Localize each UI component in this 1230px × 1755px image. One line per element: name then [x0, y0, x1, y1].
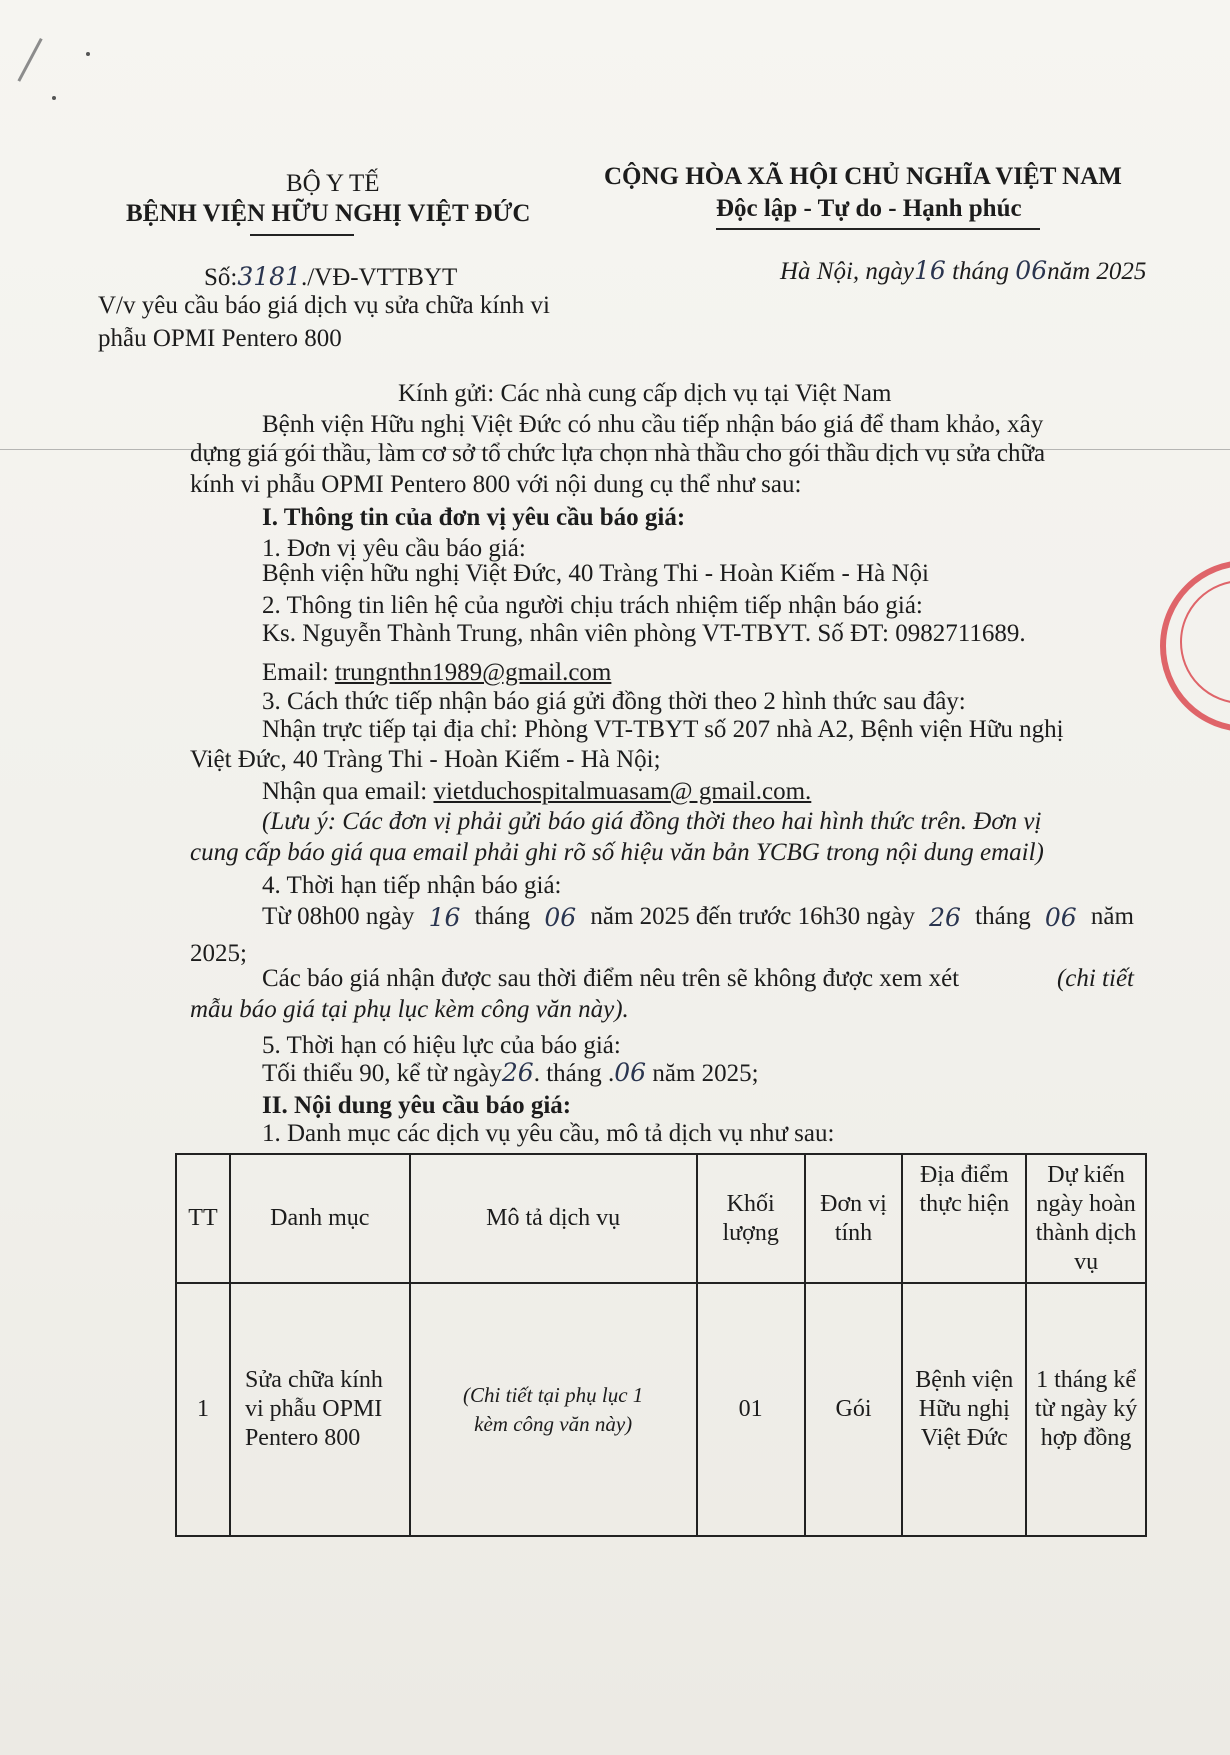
header-quantity-line: lượng: [722, 1219, 779, 1246]
doc-number-suffix: ./VĐ-VTTBYT: [300, 264, 458, 291]
deadline-text: tháng: [474, 903, 531, 930]
section-1-item-1-label: 1. Đơn vị yêu cầu báo giá:: [262, 535, 526, 562]
header-completion-line: thành dịch: [1035, 1219, 1137, 1246]
deadline-text: năm 2025 đến trước 16h30 ngày: [590, 903, 915, 930]
note-line-1: (Lưu ý: Các đơn vị phải gửi báo giá đồng thời theo hai hình thức trên. Đơn vị: [262, 808, 1042, 835]
header-quantity: [697, 1154, 805, 1283]
cell-item-line: vi phẫu OPMI: [244, 1396, 383, 1422]
header-unit-line: tính: [834, 1219, 873, 1246]
official-seal-stamp: [1160, 560, 1230, 732]
email-submission-line: [262, 778, 811, 806]
deadline-month-1: 06: [544, 903, 577, 932]
section-1-item-3-label: 3. Cách thức tiếp nhận báo giá gửi đồng thời theo 2 hình thức sau đây:: [262, 688, 966, 715]
recipient: Kính gửi: Các nhà cung cấp dịch vụ tại Việt Nam: [398, 380, 892, 407]
validity-month: 06: [614, 1058, 647, 1087]
country-name: CỘNG HÒA XÃ HỘI CHỦ NGHĨA VIỆT NAM: [604, 163, 1122, 190]
section-2-title: II. Nội dung yêu cầu báo giá:: [262, 1092, 572, 1119]
header-completion: [1026, 1154, 1146, 1283]
validity-text: . tháng .: [533, 1060, 615, 1087]
header-completion-line: vụ: [1074, 1248, 1099, 1275]
cell-tt: 1: [176, 1283, 230, 1536]
cell-completion: [1026, 1283, 1146, 1536]
deadline-line: [262, 903, 1134, 932]
deadline-day-1: 16: [428, 903, 461, 932]
section-1-item-5-label: 5. Thời hạn có hiệu lực của báo giá:: [262, 1032, 621, 1059]
late-notice-line-2: mẫu báo giá tại phụ lục kèm công văn này).: [190, 996, 629, 1023]
direct-submission-line-2: Việt Đức, 40 Tràng Thi - Hoàn Kiếm - Hà Nội;: [190, 746, 661, 773]
header-tt: TT: [176, 1154, 230, 1283]
header-place-line: Địa điểm: [919, 1162, 1009, 1188]
deadline-year: 2025;: [190, 940, 247, 967]
direct-submission-line-1: Nhận trực tiếp tại địa chỉ: Phòng VT-TBYT số 207 nhà A2, Bệnh viện Hữu nghị: [262, 716, 1064, 743]
cell-completion-line: từ ngày ký: [1034, 1396, 1138, 1422]
ministry-name: BỘ Y TẾ: [286, 170, 380, 197]
cell-description: [410, 1283, 697, 1536]
intro-line-1: Bệnh viện Hữu nghị Việt Đức có nhu cầu tiếp nhận báo giá để tham khảo, xây: [262, 411, 1044, 438]
validity-day: 26: [501, 1058, 534, 1087]
cell-description-line: kèm công văn này): [474, 1411, 633, 1436]
intro-line-2: dựng giá gói thầu, làm cơ sở tổ chức lựa chọn nhà thầu cho gói thầu dịch vụ sửa chữa: [190, 440, 1046, 467]
official-seal-inner-ring: [1180, 580, 1230, 704]
header-description: Mô tả dịch vụ: [410, 1154, 697, 1283]
contact-email-link[interactable]: trungnthn1989@gmail.com: [334, 659, 612, 686]
deadline-day-2: 26: [929, 903, 961, 932]
cell-description-line: (Chi tiết tại phụ lục 1: [463, 1382, 644, 1407]
cell-place-line: Bệnh viện: [915, 1367, 1014, 1393]
section-1-item-4-label: 4. Thời hạn tiếp nhận báo giá:: [262, 872, 562, 899]
intro-line-3: kính vi phẫu OPMI Pentero 800 với nội dung cụ thể như sau:: [190, 471, 802, 498]
validity-text: Tối thiểu 90, kể từ ngày: [262, 1060, 502, 1087]
deadline-text: năm: [1090, 903, 1134, 930]
header-unit-line: Đơn vị: [820, 1190, 887, 1217]
motto: Độc lập - Tự do - Hạnh phúc: [716, 195, 1022, 222]
late-notice-line-1: [262, 965, 1134, 993]
cell-unit: Gói: [805, 1283, 903, 1536]
header-place: [902, 1154, 1026, 1283]
header-completion-line: Dự kiến: [1047, 1161, 1125, 1188]
deadline-text: tháng: [975, 903, 1031, 930]
table-row: [176, 1283, 1146, 1536]
deadline-month-2: 06: [1044, 903, 1077, 932]
contact-email-label: Email:: [262, 659, 335, 686]
doc-number-prefix: Số:: [204, 264, 238, 291]
pen-mark: [17, 38, 42, 82]
date-line: [780, 256, 1146, 286]
hospital-name: BỆNH VIỆN HỮU NGHỊ VIỆT ĐỨC: [126, 200, 531, 227]
table-header-row: [176, 1154, 1146, 1283]
cell-item-line: Pentero 800: [244, 1425, 361, 1451]
cell-place: [902, 1283, 1026, 1536]
header-completion-line: ngày hoàn: [1036, 1190, 1136, 1217]
cell-completion-line: 1 tháng kể: [1036, 1367, 1137, 1393]
cell-quantity: 01: [697, 1283, 805, 1536]
date-text: tháng: [952, 258, 1010, 285]
validity-line: [262, 1058, 759, 1088]
pen-dot: [86, 52, 90, 56]
document-number: [204, 262, 457, 292]
header-place-line: thực hiện: [919, 1191, 1010, 1217]
section-1-item-2-value: Ks. Nguyễn Thành Trung, nhân viên phòng VT-TBYT. Số ĐT: 0982711689.: [262, 620, 1026, 647]
cell-completion-line: hợp đồng: [1040, 1425, 1132, 1451]
date-text: Hà Nội, ngày: [780, 258, 915, 285]
note-line-2: cung cấp báo giá qua email phải ghi rõ số hiệu văn bản YCBG trong nội dung email): [190, 839, 1044, 866]
services-table: [175, 1153, 1147, 1537]
header-item: Danh mục: [230, 1154, 410, 1283]
late-notice-text: Các báo giá nhận được sau thời điểm nêu trên sẽ không được xem xét: [262, 965, 960, 992]
hospital-underline: [250, 234, 354, 236]
subject-line-1: V/v yêu cầu báo giá dịch vụ sửa chữa kính vi: [98, 292, 550, 319]
date-text: năm 2025: [1047, 258, 1147, 285]
header-unit: [805, 1154, 903, 1283]
validity-text: năm 2025;: [646, 1060, 759, 1087]
section-2-item-1-label: 1. Danh mục các dịch vụ yêu cầu, mô tả dịch vụ như sau:: [262, 1120, 835, 1147]
section-1-item-2-label: 2. Thông tin liên hệ của người chịu trách nhiệm tiếp nhận báo giá:: [262, 592, 923, 619]
cell-item: [230, 1283, 410, 1536]
section-1-title: I. Thông tin của đơn vị yêu cầu báo giá:: [262, 504, 686, 531]
doc-number-handwritten: 3181: [237, 262, 301, 291]
late-notice-italic: (chi tiết: [1056, 965, 1134, 992]
subject-line-2: phẫu OPMI Pentero 800: [98, 325, 342, 352]
motto-underline: [716, 228, 1040, 230]
date-month-handwritten: 06: [1015, 256, 1048, 285]
cell-place-line: Việt Đức: [920, 1425, 1008, 1451]
contact-email-line: [262, 659, 611, 687]
cell-place-line: Hữu nghị: [918, 1396, 1010, 1422]
date-day-handwritten: 16: [914, 256, 946, 285]
deadline-text: Từ 08h00 ngày: [262, 903, 415, 930]
pen-dot: [52, 96, 56, 100]
cell-item-line: Sửa chữa kính: [244, 1367, 383, 1393]
email-submission-label: Nhận qua email:: [262, 778, 434, 805]
section-1-item-1-value: Bệnh viện hữu nghị Việt Đức, 40 Tràng Thi - Hoàn Kiếm - Hà Nội: [262, 560, 929, 587]
submission-email-link[interactable]: vietduchospitalmuasam@ gmail.com.: [433, 778, 812, 805]
header-quantity-line: Khối: [726, 1190, 775, 1217]
